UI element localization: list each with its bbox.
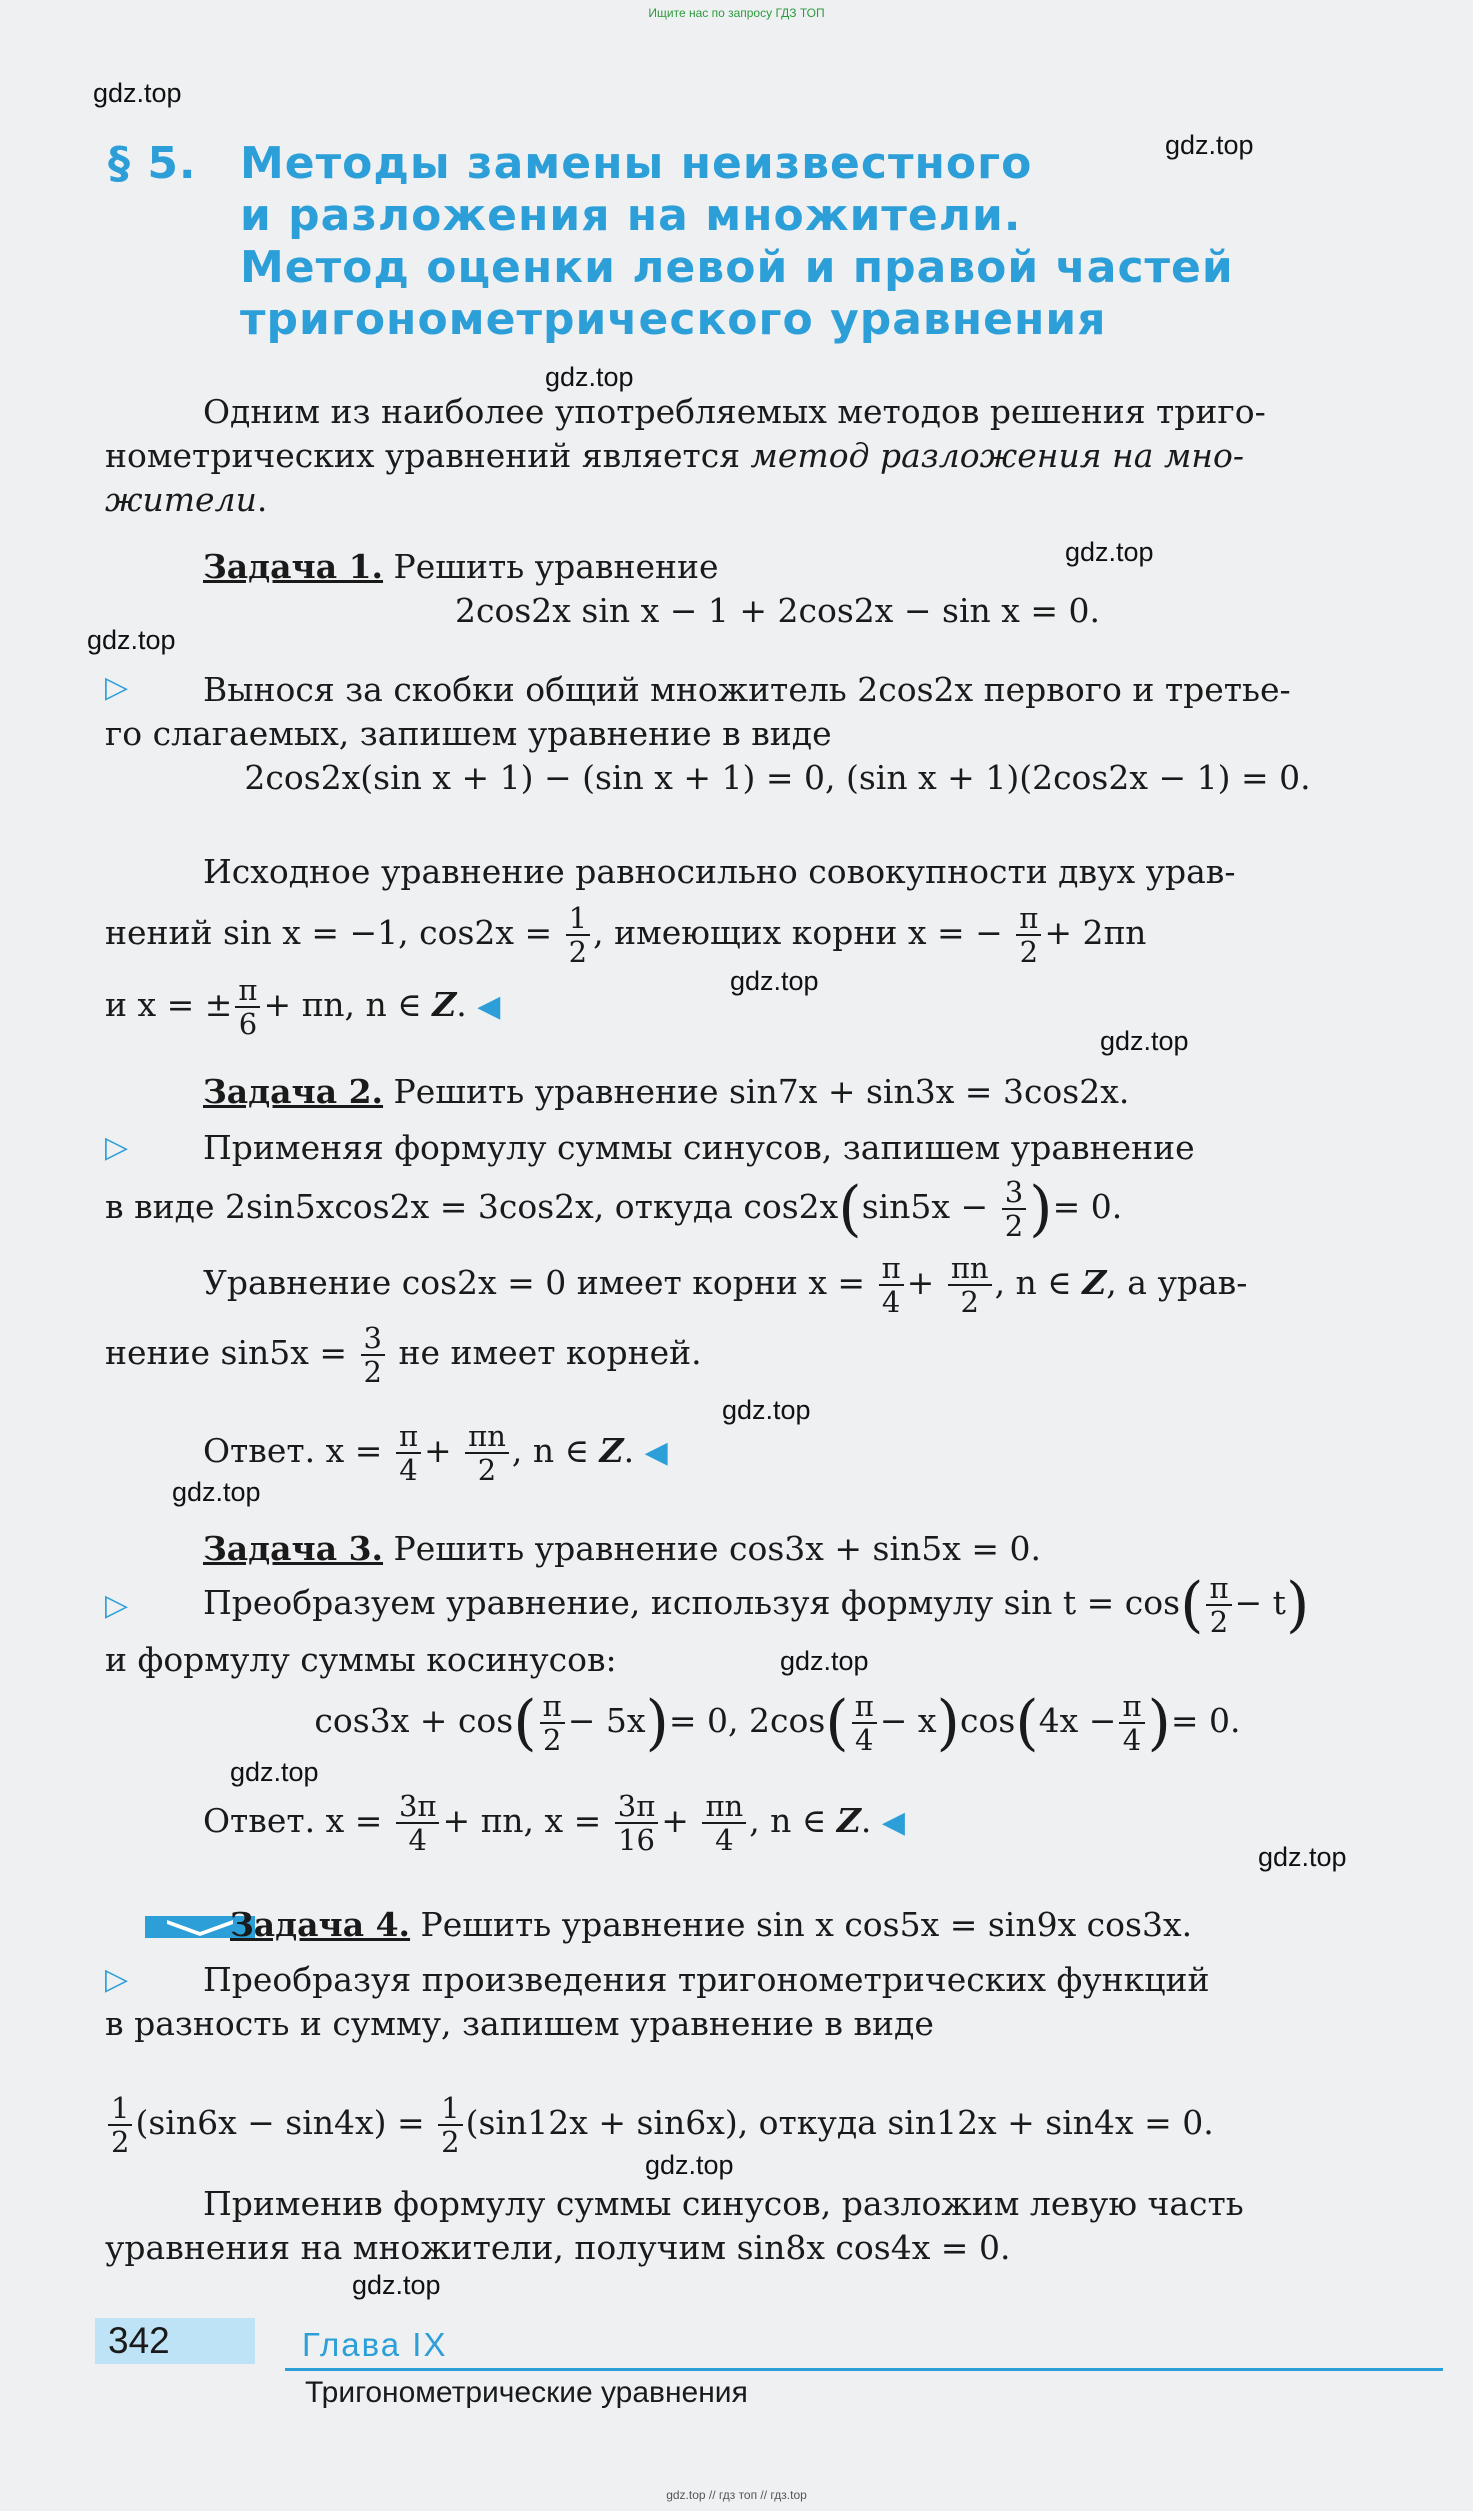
task1-solution [105, 668, 1450, 800]
text: нений sin x = −1, cos2x = [105, 913, 553, 952]
intro-dot: . [256, 480, 268, 519]
text-line: Вынося за скобки общий множитель 2cos2x первого и третье- [203, 670, 1291, 709]
answer-label: Ответ. [203, 1431, 316, 1470]
chapter-subtitle: Тригонометрические уравнения [305, 2376, 748, 2409]
numerator: πn [465, 1420, 509, 1454]
text: + [906, 1263, 935, 1302]
task1-conclusion [105, 850, 1450, 1040]
task2-title-line [105, 1070, 1450, 1114]
intro-line [105, 434, 1450, 478]
fraction [396, 1790, 440, 1856]
text: Уравнение cos2x = 0 имеет корни x = [203, 1263, 866, 1302]
denominator: 2 [568, 935, 588, 969]
denominator: 4 [408, 1823, 427, 1857]
intro-text: нометрических уравнений является [105, 436, 741, 475]
task3-solution [105, 1572, 1450, 1682]
fraction [1119, 1690, 1144, 1756]
solution-end-icon: ◀ [881, 1805, 905, 1840]
fraction [235, 974, 260, 1040]
text: не имеет корней. [398, 1333, 702, 1372]
text-line [105, 1252, 1450, 1318]
text-line: в виде 2sin5xcos2x = 3cos2x, откуда cos2x(sin5x − $\frac{3}{2}$ )= 0. [105, 1174, 1123, 1244]
denominator: 2 [1004, 1209, 1024, 1243]
denominator: 2 [1019, 935, 1039, 969]
text-line: и формулу суммы косинусов: [105, 1640, 617, 1679]
fraction [438, 2092, 462, 2158]
text: − 5x [567, 1701, 646, 1740]
task3-title-line [105, 1527, 1450, 1571]
text-line: Исходное уравнение равносильно совокупности двух урав- [203, 852, 1236, 891]
bottom-banner: gdz.top // гдз топ // гдз.top [666, 2488, 807, 2502]
fraction [361, 1322, 385, 1388]
watermark: gdz.top [352, 2270, 441, 2300]
task4-title: Задача 4. [230, 1905, 411, 1944]
task3-answer [105, 1790, 1450, 1856]
fraction [465, 1420, 509, 1486]
method-name: метод разложения на мно- [750, 436, 1245, 475]
text: , n ∈ [994, 1263, 1083, 1302]
denominator: 2 [441, 2125, 460, 2159]
heading-line: и разложения на множители. [240, 190, 1022, 241]
watermark: gdz.top [730, 966, 819, 996]
task4-conclusion [105, 2182, 1450, 2270]
equation-line: cos3x + cos( $\frac{\pi}{2}$ − 5x)= 0, 2cos( $\frac{\pi}{4}$ − x)cos(4x − $\frac{\pi}{4}$ )= 0. [314, 1688, 1241, 1758]
solution-start-icon: ▷ [105, 1130, 129, 1165]
numerator: π [1119, 1690, 1144, 1724]
text: + πn, x = [442, 1801, 602, 1840]
watermark: gdz.top [545, 362, 634, 392]
denominator: 2 [363, 1355, 382, 1389]
text: x = [325, 1801, 383, 1840]
text: + 2πn [1044, 913, 1147, 952]
text: + [424, 1431, 452, 1470]
text: в виде 2sin5xcos2x = 3cos2x, откуда cos2x [105, 1187, 839, 1226]
text-line: го слагаемых, запишем уравнение в виде [105, 714, 832, 753]
text: . [456, 985, 467, 1024]
footer-divider [285, 2368, 1443, 2371]
numerator: πn [702, 1790, 746, 1824]
solution-start-icon: ▷ [105, 1962, 129, 1997]
integers-symbol: Z [599, 1431, 624, 1470]
text: 4x − [1038, 1701, 1117, 1740]
task3-title: Задача 3. [203, 1529, 384, 1568]
watermark: gdz.top [645, 2150, 734, 2180]
method-name-end: жители [105, 480, 257, 519]
numerator: 1 [566, 902, 590, 936]
text: Преобразуем уравнение, используя формулу sin t = cos [203, 1583, 1181, 1622]
solution-end-icon: ◀ [644, 1435, 668, 1470]
denominator: 2 [960, 1285, 979, 1319]
task2-prompt: Решить уравнение sin7x + sin3x = 3cos2x. [393, 1072, 1130, 1111]
numerator: π [879, 1252, 904, 1286]
text: + πn, n ∈ [263, 985, 433, 1024]
integers-symbol: Z [1082, 1263, 1107, 1302]
heading-line: тригонометрического уравнения [240, 294, 1107, 345]
text-line: в разность и сумму, запишем уравнение в виде [105, 2004, 934, 2043]
numerator: 1 [438, 2092, 462, 2126]
fraction [396, 1420, 421, 1486]
fraction [1206, 1572, 1231, 1638]
task3-prompt: Решить уравнение cos3x + sin5x = 0. [393, 1529, 1041, 1568]
numerator: π [540, 1690, 565, 1724]
numerator: π [852, 1690, 877, 1724]
task2-answer [105, 1420, 1450, 1486]
solution-start-icon: ▷ [105, 670, 129, 705]
solution-end-icon: ◀ [477, 989, 501, 1024]
denominator: 2 [477, 1453, 497, 1487]
text: . [623, 1431, 635, 1470]
numerator: 3 [1002, 1176, 1026, 1210]
fraction [948, 1252, 992, 1318]
watermark: gdz.top [1100, 1026, 1189, 1056]
denominator: 6 [238, 1007, 258, 1041]
intro-line: Одним из наиболее употребляемых методов решения триго- [203, 392, 1266, 431]
numerator: π [1016, 902, 1041, 936]
watermark: gdz.top [1165, 130, 1254, 160]
text: = 0, 2cos [668, 1701, 826, 1740]
answer-label: Ответ. [203, 1801, 316, 1840]
chapter-label: Глава IX [302, 2326, 448, 2363]
numerator: 3π [396, 1790, 440, 1824]
intro-paragraph [105, 390, 1450, 522]
text: (sin12x + sin6x), откуда sin12x + sin4x = 0. [465, 2103, 1214, 2142]
text: , n ∈ [511, 1431, 600, 1470]
text-line: Преобразуя произведения тригонометрических функций [203, 1960, 1210, 1999]
task1-block [105, 545, 1450, 633]
text-line: Применяя формулу суммы синусов, запишем уравнение [203, 1128, 1195, 1167]
denominator: 4 [715, 1823, 734, 1857]
task3-header [105, 1527, 1450, 1571]
text: − x [879, 1701, 937, 1740]
denominator: 16 [618, 1823, 655, 1857]
task4-prompt: Решить уравнение sin x cos5x = sin9x cos3x. [420, 1905, 1193, 1944]
task1-title: Задача 1. [203, 547, 384, 586]
fraction [702, 1790, 746, 1856]
task4-title-line [105, 1903, 1450, 1947]
task3-equations [105, 1690, 1450, 1756]
fraction [879, 1252, 904, 1318]
numerator: π [235, 974, 260, 1008]
fraction [108, 2092, 132, 2158]
watermark: gdz.top [722, 1395, 811, 1425]
text: (sin6x − sin4x) = [135, 2103, 425, 2142]
text-line: уравнения на множители, получим sin8x cos4x = 0. [105, 2228, 1011, 2267]
task1-header [105, 545, 1450, 589]
equation-line [105, 2092, 1450, 2158]
heading-line: Методы замены неизвестного [240, 138, 1033, 189]
integers-symbol: Z [432, 985, 457, 1024]
numerator: 3 [361, 1322, 385, 1356]
text: нение sin5x = [105, 1333, 348, 1372]
denominator: 2 [111, 2125, 130, 2159]
page-number: 342 [108, 2320, 170, 2361]
task2-roots [105, 1252, 1450, 1388]
text: , n ∈ [749, 1801, 837, 1840]
task2-header [105, 1070, 1450, 1114]
task2-title: Задача 2. [203, 1072, 384, 1111]
intro-line [105, 478, 1450, 522]
solution-start-icon: ▷ [105, 1588, 129, 1623]
fraction [852, 1690, 877, 1756]
task1-equation: 2cos2x sin x − 1 + 2cos2x − sin x = 0. [455, 591, 1100, 630]
numerator: 1 [108, 2092, 132, 2126]
denominator: 4 [881, 1285, 901, 1319]
denominator: 4 [1122, 1723, 1142, 1757]
text: cos [959, 1701, 1016, 1740]
numerator: 3π [615, 1790, 659, 1824]
heading-line: Метод оценки левой и правой частей [240, 242, 1234, 293]
watermark: gdz.top [780, 1646, 869, 1676]
integers-symbol: Z [836, 1801, 861, 1840]
fraction [566, 902, 590, 968]
numerator: πn [948, 1252, 992, 1286]
text: , имеющих корни x = − [593, 913, 1003, 952]
text-line [105, 902, 1450, 968]
text-line [105, 1322, 1450, 1388]
numerator: π [396, 1420, 421, 1454]
task1-prompt: Решить уравнение [393, 547, 719, 586]
text: и x = ± [105, 985, 233, 1024]
watermark: gdz.top [87, 625, 176, 655]
text: = 0. [1052, 1187, 1123, 1226]
watermark: gdz.top [93, 78, 182, 108]
text-line: Применив формулу суммы синусов, разложим левую часть [203, 2184, 1244, 2223]
section-heading [108, 138, 1308, 346]
fraction [615, 1790, 659, 1856]
text: + [661, 1801, 689, 1840]
denominator: 2 [1209, 1605, 1229, 1639]
answer-line [105, 1420, 1450, 1486]
fraction [1016, 902, 1041, 968]
text: , а урав- [1106, 1263, 1248, 1302]
text: cos3x + cos [314, 1701, 514, 1740]
watermark: gdz.top [230, 1757, 319, 1787]
text-line: Преобразуем уравнение, используя формулу sin t = cos( $\frac{\pi}{2}$ − t) [203, 1570, 1310, 1640]
fraction [1002, 1176, 1026, 1242]
top-banner: Ищите нас по запросу ГДЗ ТОП [648, 6, 825, 20]
task2-solution [105, 1126, 1450, 1242]
text-line [105, 974, 1450, 1040]
text: x = [325, 1431, 383, 1470]
fraction [540, 1690, 565, 1756]
denominator: 4 [855, 1723, 874, 1757]
section-number: § 5. [108, 138, 197, 189]
denominator: 2 [542, 1723, 562, 1757]
task4-equation [105, 2092, 1450, 2158]
numerator: π [1206, 1572, 1231, 1606]
text: = 0. [1170, 1701, 1241, 1740]
task4-header [105, 1903, 1450, 1947]
watermark: gdz.top [172, 1477, 261, 1507]
task4-solution [105, 1958, 1450, 2046]
task1-equation-2: 2cos2x(sin x + 1) − (sin x + 1) = 0, (sin x + 1)(2cos2x − 1) = 0. [244, 758, 1311, 797]
denominator: 4 [399, 1453, 418, 1487]
text: . [860, 1801, 872, 1840]
watermark: gdz.top [1065, 537, 1154, 567]
text: − t [1234, 1583, 1286, 1622]
watermark: gdz.top [1258, 1842, 1347, 1872]
answer-line [105, 1790, 1450, 1856]
text: sin5x − [861, 1187, 989, 1226]
